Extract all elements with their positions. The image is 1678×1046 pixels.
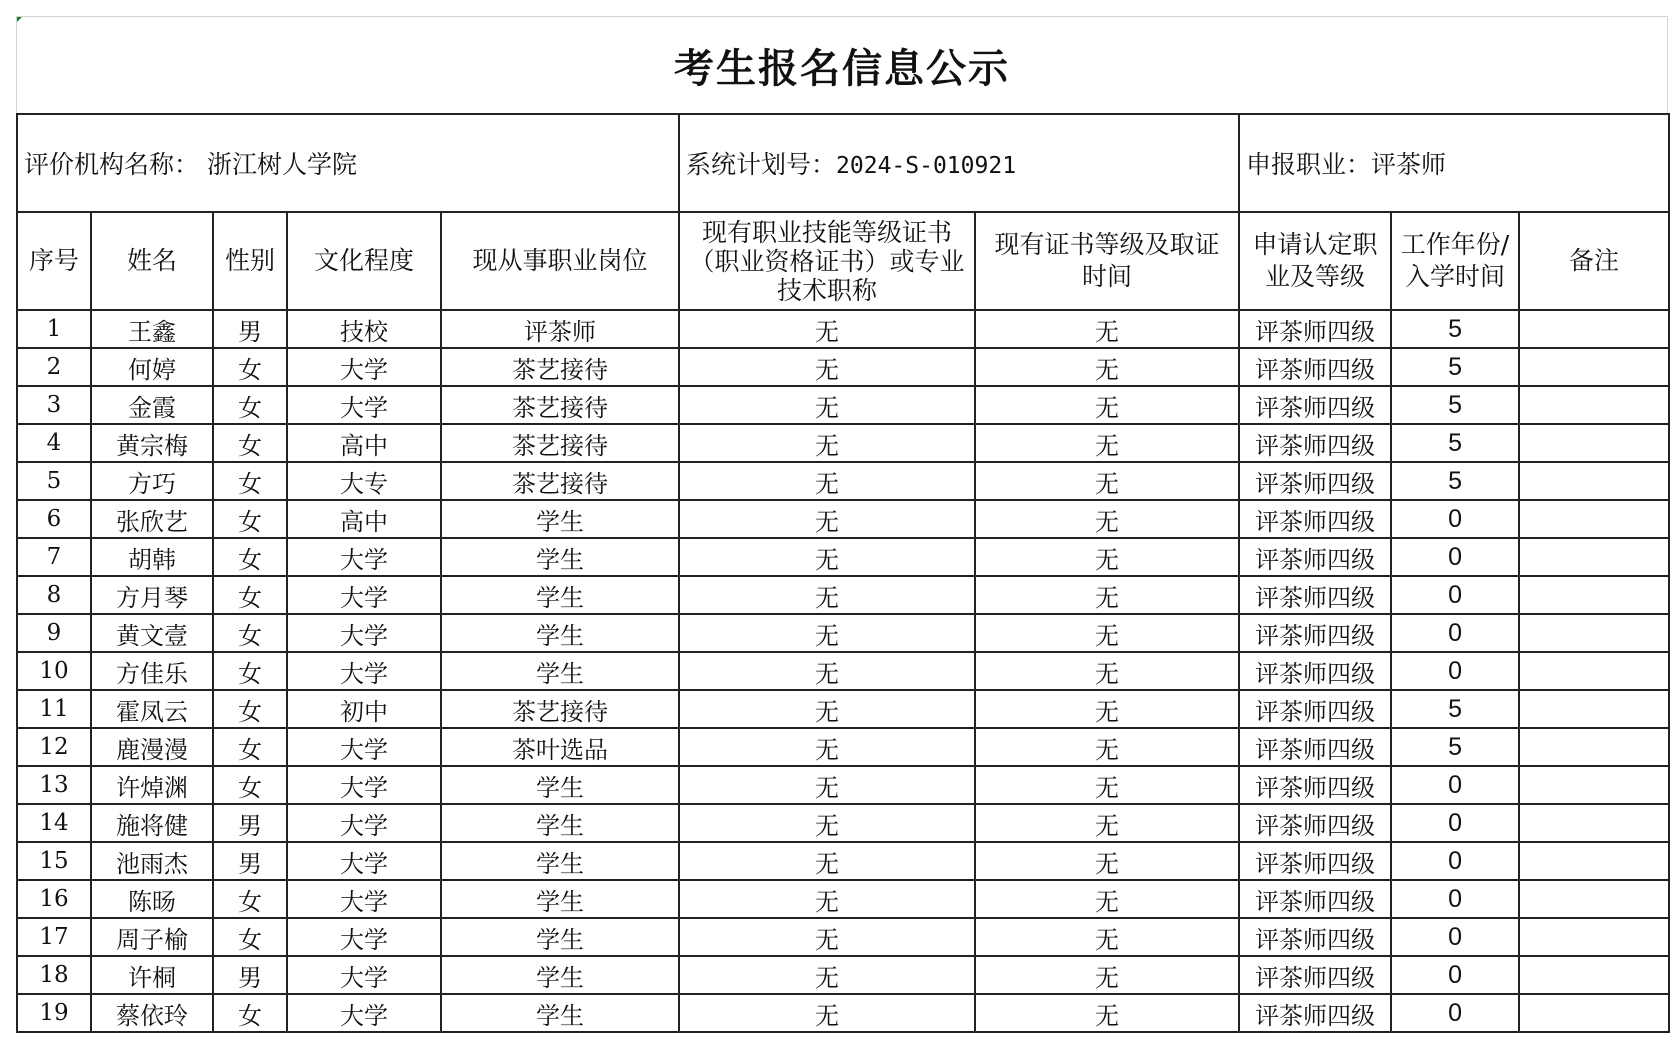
cell-current-job[interactable]: 学生 (441, 766, 679, 804)
table-row (17, 538, 1669, 576)
cell-current-job[interactable]: 茶艺接待 (441, 690, 679, 728)
cell-current-cert[interactable]: 无 (679, 652, 975, 690)
cell-education[interactable]: 高中 (287, 424, 441, 462)
cell-current-job[interactable]: 学生 (441, 842, 679, 880)
table-row (17, 462, 1669, 500)
cell-current-cert[interactable]: 无 (679, 348, 975, 386)
cell-current-cert[interactable]: 无 (679, 614, 975, 652)
cell-current-cert[interactable]: 无 (679, 842, 975, 880)
cell-cert-time[interactable]: 无 (975, 538, 1239, 576)
cell-name[interactable]: 黄文壹 (91, 614, 213, 652)
cell-work-years[interactable]: 0 (1391, 652, 1519, 690)
cell-cert-time[interactable]: 无 (975, 348, 1239, 386)
cell-name[interactable]: 方佳乐 (91, 652, 213, 690)
cell-name[interactable]: 周子榆 (91, 918, 213, 956)
spreadsheet (16, 16, 1668, 1033)
cell-apply-level[interactable]: 评茶师四级 (1239, 728, 1391, 766)
cell-index[interactable]: 11 (17, 690, 91, 728)
cell-apply-level[interactable]: 评茶师四级 (1239, 956, 1391, 994)
header-apply-level[interactable]: 申请认定职业及等级 (1239, 212, 1391, 310)
cell-work-years[interactable]: 5 (1391, 690, 1519, 728)
cell-current-cert[interactable]: 无 (679, 804, 975, 842)
cell-name[interactable]: 张欣艺 (91, 500, 213, 538)
cell-current-job[interactable]: 茶艺接待 (441, 424, 679, 462)
cell-name[interactable]: 蔡依玲 (91, 994, 213, 1032)
cell-remarks[interactable] (1519, 652, 1669, 690)
cell-cert-time[interactable]: 无 (975, 386, 1239, 424)
cell-work-years[interactable]: 5 (1391, 462, 1519, 500)
cell-current-cert[interactable]: 无 (679, 880, 975, 918)
cell-education[interactable]: 技校 (287, 310, 441, 348)
table-row (17, 728, 1669, 766)
page-title: 考生报名信息公示 (16, 16, 1668, 113)
cell-cert-time[interactable]: 无 (975, 880, 1239, 918)
cell-index[interactable]: 4 (17, 424, 91, 462)
cell-remarks[interactable] (1519, 880, 1669, 918)
cell-work-years[interactable]: 5 (1391, 386, 1519, 424)
cell-apply-level[interactable]: 评茶师四级 (1239, 652, 1391, 690)
table-row (17, 766, 1669, 804)
cell-education[interactable]: 大学 (287, 842, 441, 880)
cell-work-years[interactable]: 0 (1391, 804, 1519, 842)
cell-current-cert[interactable]: 无 (679, 994, 975, 1032)
cell-work-years[interactable]: 5 (1391, 348, 1519, 386)
cell-work-years[interactable]: 0 (1391, 500, 1519, 538)
cell-index[interactable]: 3 (17, 386, 91, 424)
cell-current-cert[interactable]: 无 (679, 500, 975, 538)
cell-gender[interactable]: 女 (213, 690, 287, 728)
cell-education[interactable]: 大学 (287, 956, 441, 994)
cell-remarks[interactable] (1519, 918, 1669, 956)
cell-index[interactable]: 2 (17, 348, 91, 386)
cell-education[interactable]: 大学 (287, 652, 441, 690)
table-row (17, 614, 1669, 652)
cell-gender[interactable]: 女 (213, 538, 287, 576)
cell-name[interactable]: 施将健 (91, 804, 213, 842)
cell-gender[interactable]: 女 (213, 994, 287, 1032)
cell-current-job[interactable]: 学生 (441, 614, 679, 652)
cell-work-years[interactable]: 0 (1391, 538, 1519, 576)
cell-cert-time[interactable]: 无 (975, 614, 1239, 652)
cell-remarks[interactable] (1519, 348, 1669, 386)
data-rows (17, 310, 1669, 1032)
cell-gender[interactable]: 男 (213, 310, 287, 348)
cell-current-job[interactable]: 评茶师 (441, 310, 679, 348)
plan-number-value: 2024-S-010921 (836, 153, 1017, 179)
cell-current-cert[interactable]: 无 (679, 424, 975, 462)
cell-current-cert[interactable]: 无 (679, 538, 975, 576)
cell-name[interactable]: 许桐 (91, 956, 213, 994)
cell-current-cert[interactable]: 无 (679, 728, 975, 766)
cell-current-cert[interactable]: 无 (679, 310, 975, 348)
cell-work-years[interactable]: 0 (1391, 576, 1519, 614)
cell-education[interactable]: 大学 (287, 728, 441, 766)
cell-name[interactable]: 黄宗梅 (91, 424, 213, 462)
cell-cert-time[interactable]: 无 (975, 842, 1239, 880)
cell-gender[interactable]: 女 (213, 766, 287, 804)
cell-index[interactable]: 18 (17, 956, 91, 994)
table-row (17, 994, 1669, 1032)
cell-index[interactable]: 1 (17, 310, 91, 348)
cell-index[interactable]: 14 (17, 804, 91, 842)
cell-cert-time[interactable]: 无 (975, 956, 1239, 994)
cell-remarks[interactable] (1519, 310, 1669, 348)
cell-gender[interactable]: 女 (213, 880, 287, 918)
table-row (17, 918, 1669, 956)
cell-remarks[interactable] (1519, 766, 1669, 804)
cell-current-cert[interactable]: 无 (679, 576, 975, 614)
cell-current-job[interactable]: 茶艺接待 (441, 348, 679, 386)
cell-cert-time[interactable]: 无 (975, 576, 1239, 614)
cell-work-years[interactable]: 0 (1391, 918, 1519, 956)
table-row (17, 652, 1669, 690)
cell-gender[interactable]: 女 (213, 386, 287, 424)
table-row (17, 956, 1669, 994)
header-education[interactable]: 文化程度 (287, 212, 441, 310)
cell-cert-time[interactable]: 无 (975, 652, 1239, 690)
cell-current-job[interactable]: 茶艺接待 (441, 462, 679, 500)
cell-name[interactable]: 陈旸 (91, 880, 213, 918)
table-row (17, 576, 1669, 614)
cell-work-years[interactable]: 0 (1391, 766, 1519, 804)
cell-gender[interactable]: 女 (213, 462, 287, 500)
cell-apply-level[interactable]: 评茶师四级 (1239, 386, 1391, 424)
cell-cert-time[interactable]: 无 (975, 500, 1239, 538)
cell-apply-level[interactable]: 评茶师四级 (1239, 576, 1391, 614)
cell-index[interactable]: 5 (17, 462, 91, 500)
header-gender[interactable]: 性别 (213, 212, 287, 310)
cell-remarks[interactable] (1519, 804, 1669, 842)
cell-remarks[interactable] (1519, 500, 1669, 538)
cell-index[interactable]: 15 (17, 842, 91, 880)
cell-remarks[interactable] (1519, 538, 1669, 576)
cell-education[interactable]: 大学 (287, 614, 441, 652)
info-row (17, 114, 1669, 212)
header-remarks[interactable]: 备注 (1519, 212, 1669, 310)
cell-gender[interactable]: 男 (213, 956, 287, 994)
cell-remarks[interactable] (1519, 462, 1669, 500)
cell-work-years[interactable]: 0 (1391, 994, 1519, 1032)
occupation-cell[interactable]: 申报职业：评茶师 (1239, 114, 1669, 212)
cell-cert-time[interactable]: 无 (975, 462, 1239, 500)
cell-gender[interactable]: 男 (213, 804, 287, 842)
cell-apply-level[interactable]: 评茶师四级 (1239, 994, 1391, 1032)
cell-name[interactable]: 池雨杰 (91, 842, 213, 880)
cell-name[interactable]: 方巧 (91, 462, 213, 500)
plan-number-cell[interactable] (679, 114, 1239, 212)
table-row (17, 804, 1669, 842)
institution-cell[interactable]: 评价机构名称： 浙江树人学院 (17, 114, 679, 212)
header-row (17, 212, 1669, 310)
cell-index[interactable]: 13 (17, 766, 91, 804)
cell-name[interactable]: 方月琴 (91, 576, 213, 614)
cell-cert-time[interactable]: 无 (975, 690, 1239, 728)
cell-current-job[interactable]: 学生 (441, 918, 679, 956)
cell-current-job[interactable]: 学生 (441, 804, 679, 842)
cell-work-years[interactable]: 0 (1391, 880, 1519, 918)
cell-remarks[interactable] (1519, 956, 1669, 994)
cell-index[interactable]: 9 (17, 614, 91, 652)
cell-current-job[interactable]: 学生 (441, 538, 679, 576)
cell-work-years[interactable]: 0 (1391, 614, 1519, 652)
cell-apply-level[interactable]: 评茶师四级 (1239, 500, 1391, 538)
cell-index[interactable]: 8 (17, 576, 91, 614)
cell-education[interactable]: 大学 (287, 538, 441, 576)
cell-gender[interactable]: 女 (213, 918, 287, 956)
cell-index[interactable]: 12 (17, 728, 91, 766)
cell-education[interactable]: 大学 (287, 880, 441, 918)
cell-work-years[interactable]: 0 (1391, 956, 1519, 994)
cell-current-job[interactable]: 学生 (441, 956, 679, 994)
cell-apply-level[interactable]: 评茶师四级 (1239, 690, 1391, 728)
cell-index[interactable]: 6 (17, 500, 91, 538)
cell-education[interactable]: 大学 (287, 576, 441, 614)
cell-education[interactable]: 大学 (287, 804, 441, 842)
cell-cert-time[interactable]: 无 (975, 918, 1239, 956)
cell-index[interactable]: 7 (17, 538, 91, 576)
cell-remarks[interactable] (1519, 576, 1669, 614)
cell-apply-level[interactable]: 评茶师四级 (1239, 614, 1391, 652)
cell-work-years[interactable]: 0 (1391, 842, 1519, 880)
cell-education[interactable]: 大专 (287, 462, 441, 500)
cell-apply-level[interactable]: 评茶师四级 (1239, 880, 1391, 918)
table-row (17, 424, 1669, 462)
cell-work-years[interactable]: 5 (1391, 728, 1519, 766)
cell-current-cert[interactable]: 无 (679, 918, 975, 956)
cell-current-cert[interactable]: 无 (679, 386, 975, 424)
cell-education[interactable]: 大学 (287, 766, 441, 804)
cell-index[interactable]: 19 (17, 994, 91, 1032)
cell-work-years[interactable]: 5 (1391, 424, 1519, 462)
header-cert-time[interactable]: 现有证书等级及取证时间 (975, 212, 1239, 310)
cell-education[interactable]: 高中 (287, 500, 441, 538)
cell-current-cert[interactable]: 无 (679, 956, 975, 994)
cell-apply-level[interactable]: 评茶师四级 (1239, 842, 1391, 880)
table-row (17, 690, 1669, 728)
cell-remarks[interactable] (1519, 842, 1669, 880)
cell-current-cert[interactable]: 无 (679, 766, 975, 804)
cell-apply-level[interactable]: 评茶师四级 (1239, 348, 1391, 386)
cell-gender[interactable]: 女 (213, 500, 287, 538)
cell-cert-time[interactable]: 无 (975, 994, 1239, 1032)
table-row (17, 386, 1669, 424)
cell-remarks[interactable] (1519, 386, 1669, 424)
cell-current-cert[interactable]: 无 (679, 462, 975, 500)
cell-gender[interactable]: 女 (213, 424, 287, 462)
table-row (17, 880, 1669, 918)
header-name[interactable]: 姓名 (91, 212, 213, 310)
table-row (17, 310, 1669, 348)
cell-index[interactable]: 10 (17, 652, 91, 690)
cell-education[interactable]: 大学 (287, 994, 441, 1032)
cell-current-job[interactable]: 茶艺接待 (441, 386, 679, 424)
cell-cert-time[interactable]: 无 (975, 424, 1239, 462)
cell-current-job[interactable]: 学生 (441, 880, 679, 918)
cell-apply-level[interactable]: 评茶师四级 (1239, 424, 1391, 462)
cell-remarks[interactable] (1519, 424, 1669, 462)
cell-name[interactable]: 胡韩 (91, 538, 213, 576)
cell-current-job[interactable]: 学生 (441, 652, 679, 690)
cell-education[interactable]: 大学 (287, 348, 441, 386)
cell-apply-level[interactable]: 评茶师四级 (1239, 766, 1391, 804)
cell-current-job[interactable]: 学生 (441, 994, 679, 1032)
cell-apply-level[interactable]: 评茶师四级 (1239, 538, 1391, 576)
cell-name[interactable]: 何婷 (91, 348, 213, 386)
cell-remarks[interactable] (1519, 690, 1669, 728)
cell-gender[interactable]: 女 (213, 576, 287, 614)
cell-education[interactable]: 大学 (287, 386, 441, 424)
cell-gender[interactable]: 男 (213, 842, 287, 880)
plan-number-label: 系统计划号： (686, 150, 837, 179)
cell-current-cert[interactable]: 无 (679, 690, 975, 728)
cell-name[interactable]: 鹿漫漫 (91, 728, 213, 766)
cell-index[interactable]: 16 (17, 880, 91, 918)
cell-education[interactable]: 初中 (287, 690, 441, 728)
cell-remarks[interactable] (1519, 614, 1669, 652)
cell-current-job[interactable]: 茶叶选品 (441, 728, 679, 766)
cell-name[interactable]: 王鑫 (91, 310, 213, 348)
cell-education[interactable]: 大学 (287, 918, 441, 956)
cell-cert-time[interactable]: 无 (975, 766, 1239, 804)
cell-name[interactable]: 金霞 (91, 386, 213, 424)
header-work-years[interactable]: 工作年份/入学时间 (1391, 212, 1519, 310)
cell-gender[interactable]: 女 (213, 728, 287, 766)
cell-name[interactable]: 许焯渊 (91, 766, 213, 804)
table-row (17, 500, 1669, 538)
table-row (17, 348, 1669, 386)
cell-current-job[interactable]: 学生 (441, 576, 679, 614)
cell-cert-time[interactable]: 无 (975, 310, 1239, 348)
cell-apply-level[interactable]: 评茶师四级 (1239, 310, 1391, 348)
cell-apply-level[interactable]: 评茶师四级 (1239, 462, 1391, 500)
cell-cert-time[interactable]: 无 (975, 728, 1239, 766)
cell-gender[interactable]: 女 (213, 652, 287, 690)
cell-apply-level[interactable]: 评茶师四级 (1239, 804, 1391, 842)
header-current-cert[interactable]: 现有职业技能等级证书（职业资格证书）或专业技术职称 (679, 212, 975, 310)
cell-work-years[interactable]: 5 (1391, 310, 1519, 348)
cell-gender[interactable]: 女 (213, 348, 287, 386)
cell-remarks[interactable] (1519, 728, 1669, 766)
cell-gender[interactable]: 女 (213, 614, 287, 652)
cell-remarks[interactable] (1519, 994, 1669, 1032)
cell-apply-level[interactable]: 评茶师四级 (1239, 918, 1391, 956)
cell-name[interactable]: 霍凤云 (91, 690, 213, 728)
cell-cert-time[interactable]: 无 (975, 804, 1239, 842)
header-current-job[interactable]: 现从事职业岗位 (441, 212, 679, 310)
cell-current-job[interactable]: 学生 (441, 500, 679, 538)
header-index[interactable]: 序号 (17, 212, 91, 310)
registration-table (16, 113, 1670, 1033)
table-row (17, 842, 1669, 880)
cell-index[interactable]: 17 (17, 918, 91, 956)
